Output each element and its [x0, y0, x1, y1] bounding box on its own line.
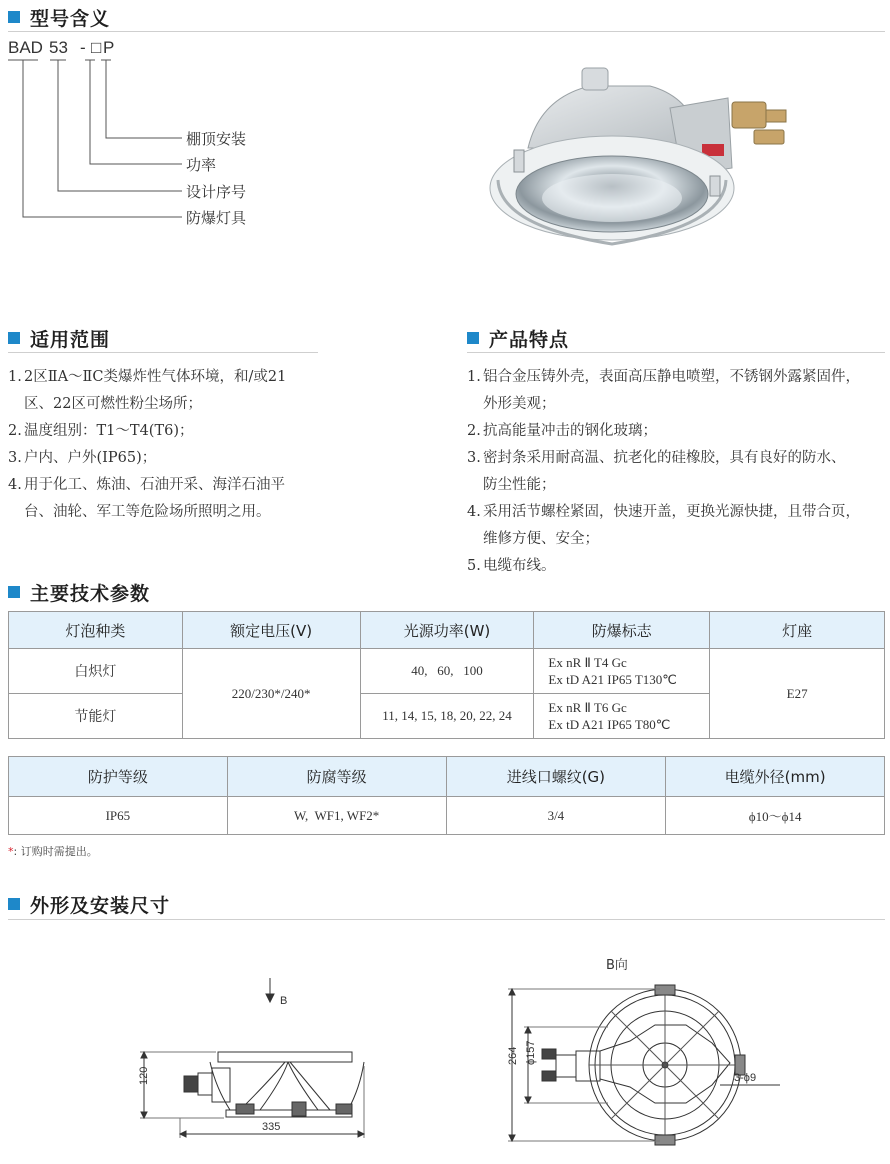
list-line: 防尘性能； [483, 477, 556, 493]
list-number: 3. [8, 450, 22, 466]
list-line: 外形美观； [483, 396, 556, 412]
list-number: 1. [467, 369, 481, 385]
col-header-protection: 防护等级 [9, 757, 228, 797]
ex-mark-line: Ex tD A21 IP65 T130℃ [548, 672, 677, 687]
cell-corrosion: W, WF1, WF2* [227, 797, 446, 835]
list-line: 电缆布线。 [483, 558, 556, 574]
list-item [467, 364, 887, 418]
model-label-power: 功率 [186, 156, 217, 174]
cell-lamp-type: 节能灯 [9, 694, 183, 739]
cell-ex-mark [534, 694, 710, 739]
application-heading [8, 325, 110, 351]
note-text: : 订购时需提出。 [13, 845, 98, 858]
cell-socket: E27 [710, 649, 885, 739]
col-header-corrosion: 防腐等级 [227, 757, 446, 797]
list-number: 5. [467, 558, 481, 574]
section-marker-icon [8, 586, 20, 598]
cell-ex-mark [534, 649, 710, 694]
list-item [467, 418, 887, 445]
spec-table-1 [8, 611, 885, 739]
list-number: 2. [8, 423, 22, 439]
list-number: 2. [467, 423, 481, 439]
col-header-socket: 灯座 [710, 612, 885, 649]
col-header-lamp-type: 灯泡种类 [9, 612, 183, 649]
height-dimension: 120 [138, 1066, 150, 1085]
top-view-drawing [480, 955, 780, 1155]
model-label-lamp: 防爆灯具 [186, 209, 247, 227]
view-label: B向 [606, 958, 628, 973]
divider [8, 919, 885, 920]
list-item [8, 418, 338, 445]
table-header-row [9, 612, 885, 649]
cell-lamp-type: 白炽灯 [9, 649, 183, 694]
col-header-ex-mark: 防爆标志 [534, 612, 710, 649]
list-line: 抗高能量冲击的钢化玻璃； [483, 423, 657, 439]
width-dimension: 335 [262, 1121, 281, 1133]
arrow-label: B [280, 995, 288, 1007]
section-marker-icon [467, 332, 479, 344]
cell-thread: 3/4 [446, 797, 666, 835]
list-item [8, 445, 338, 472]
cell-cable: ϕ10～ϕ14 [666, 797, 885, 835]
list-item [8, 364, 338, 418]
list-line: 2区ⅡA～ⅡC类爆炸性气体环境，和/或21 [24, 369, 287, 385]
spec-table-2 [8, 756, 885, 835]
section-marker-icon [8, 332, 20, 344]
model-code-box: □ [91, 38, 102, 57]
dimensions-title: 外形及安装尺寸 [30, 894, 171, 917]
list-number: 3. [467, 450, 481, 466]
tech-title: 主要技术参数 [30, 582, 151, 605]
list-number: 1. [8, 369, 22, 385]
model-code-bad: BAD [8, 38, 43, 57]
list-line: 采用活节螺栓紧固，快速开盖，更换光源快捷，且带合页， [483, 504, 860, 520]
list-number: 4. [8, 477, 22, 493]
list-line: 区、22区可燃性粉尘场所； [24, 396, 202, 412]
order-note [8, 843, 98, 859]
ex-mark-line: Ex nR Ⅱ T4 Gc [548, 655, 627, 670]
model-label-ceiling: 棚顶安装 [186, 130, 247, 148]
divider [8, 352, 318, 353]
cell-power: 40, 60, 100 [360, 649, 534, 694]
col-header-voltage: 额定电压(V) [182, 612, 360, 649]
table-row [9, 797, 885, 835]
cell-voltage: 220/230*/240* [182, 649, 360, 739]
list-item [467, 445, 887, 499]
overall-dimension: 264 [507, 1046, 519, 1065]
features-title: 产品特点 [489, 328, 570, 351]
ex-mark-line: Ex nR Ⅱ T6 Gc [548, 700, 627, 715]
list-item [467, 499, 887, 553]
section-marker-icon [8, 898, 20, 910]
list-line: 温度组别：T1～T4(T6)； [24, 423, 194, 439]
list-line: 户内、户外(IP65)； [24, 450, 157, 466]
col-header-cable: 电缆外径(mm) [666, 757, 885, 797]
list-item [467, 553, 887, 580]
list-item [8, 472, 338, 526]
tech-heading [8, 579, 150, 605]
model-section-title: 型号含义 [30, 7, 111, 30]
model-code-p: P [103, 38, 115, 57]
cell-protection: IP65 [9, 797, 228, 835]
features-list [467, 364, 887, 580]
col-header-thread: 进线口螺纹(G) [446, 757, 666, 797]
list-line: 铝合金压铸外壳，表面高压静电喷塑，不锈钢外露紧固件， [483, 369, 860, 385]
list-line: 台、油轮、军工等危险场所照明之用。 [24, 504, 271, 520]
ex-mark-line: Ex tD A21 IP65 T80℃ [548, 717, 671, 732]
model-label-design: 设计序号 [186, 183, 247, 201]
dimensions-heading [8, 891, 170, 917]
cell-power: 11, 14, 15, 18, 20, 22, 24 [360, 694, 534, 739]
product-photo [470, 58, 810, 268]
table-header-row [9, 757, 885, 797]
list-line: 维修方便、安全； [483, 531, 599, 547]
table-row [9, 649, 885, 694]
divider [467, 352, 885, 353]
col-header-power: 光源功率(W) [360, 612, 534, 649]
inner-diameter: ϕ157 [525, 1040, 537, 1065]
side-view-drawing [120, 970, 400, 1150]
model-code-53: 53 [49, 38, 68, 57]
application-title: 适用范围 [30, 328, 111, 351]
list-line: 密封条采用耐高温、抗老化的硅橡胶，具有良好的防水、 [483, 450, 846, 466]
model-bracket-lines [0, 0, 200, 230]
list-number: 4. [467, 504, 481, 520]
model-code-dash: - [80, 38, 86, 57]
note-star: * [8, 845, 14, 858]
application-list [8, 364, 338, 526]
features-heading [467, 325, 569, 351]
list-line: 用于化工、炼油、石油开采、海洋石油平 [24, 477, 285, 493]
hole-spec: 3-ϕ9 [734, 1072, 757, 1084]
